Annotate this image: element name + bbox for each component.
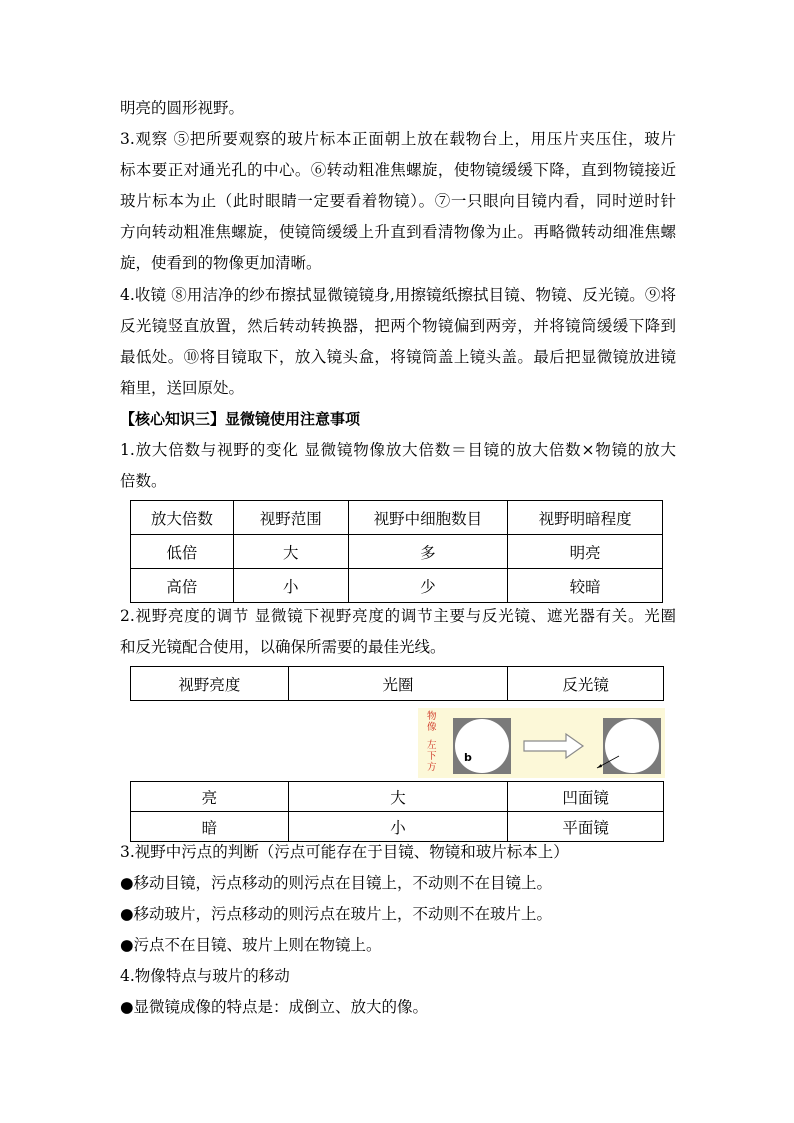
magnification-table	[130, 500, 663, 603]
figure-label-image: 物像	[427, 711, 437, 733]
table-row	[131, 569, 663, 603]
text-line: 箱里，送回原处。	[120, 379, 245, 397]
text-line: 明亮的圆形视野。	[120, 99, 245, 117]
text-line: 最低处。⑩将目镜取下，放入镜头盒，将镜筒盖上镜头盖。最后把显微镜放进镜	[120, 348, 676, 366]
right-field-circle	[605, 719, 659, 773]
table-cell: 大	[233, 535, 348, 569]
text-line: 4.收镜 ⑧用洁净的纱布擦拭显微镜镜身,用擦镜纸擦拭目镜、物镜、反光镜。⑨将	[120, 286, 676, 304]
table-cell: 低倍	[131, 535, 234, 569]
table-cell: 暗	[131, 812, 289, 842]
table-header-row	[131, 667, 664, 701]
text-line: 倍数。	[120, 472, 167, 490]
table-header-cell: 放大倍数	[131, 501, 234, 535]
bullet-item: ●移动目镜，污点移动的则污点在目镜上，不动则不在目镜上。	[120, 874, 553, 892]
table-row	[131, 812, 664, 842]
text-line: 和反光镜配合使用，以确保所需要的最佳光线。	[120, 638, 446, 656]
movement-arrow-head	[597, 764, 602, 768]
figure-drawing	[418, 708, 665, 778]
text-line: 标本要正对通光孔的中心。⑥转动粗准焦螺旋，使物镜缓缓下降，直到物镜接近	[120, 161, 676, 179]
text-line: 玻片标本为止（此时眼睛一定要看着物镜）。⑦一只眼向目镜内看，同时逆时针	[120, 192, 676, 210]
table-header-cell: 视野明暗程度	[508, 501, 663, 535]
table-header-cell: 视野亮度	[131, 667, 289, 701]
figure-label-direction: 左下方	[427, 740, 437, 773]
text-line: 方向转动粗准焦螺旋，使镜筒缓缓上升直到看清物像为止。再略微转动细准焦螺	[120, 223, 676, 241]
table-row	[131, 535, 663, 569]
text-line: 反光镜竖直放置，然后转动转换器，把两个物镜偏到两旁，并将镜筒缓缓下降到	[120, 317, 676, 335]
bullet-item: ●显微镜成像的特点是：成倒立、放大的像。	[120, 998, 429, 1016]
table-header-cell: 反光镜	[508, 667, 664, 701]
table-cell: 高倍	[131, 569, 234, 603]
table-cell: 大	[288, 782, 508, 812]
text-line: 旋，使看到的物像更加清晰。	[120, 254, 322, 272]
table-header-cell: 视野中细胞数目	[348, 501, 508, 535]
left-field-circle	[455, 719, 509, 773]
image-movement-figure	[418, 708, 665, 778]
table-cell: 小	[288, 812, 508, 842]
table-header-cell: 视野范围	[233, 501, 348, 535]
section-heading: 【核心知识三】显微镜使用注意事项	[120, 410, 361, 428]
table-cell: 亮	[131, 782, 289, 812]
table-cell: 小	[233, 569, 348, 603]
table-header-cell: 光圈	[288, 667, 508, 701]
text-line: 3.视野中污点的判断（污点可能存在于目镜、物镜和玻片标本上）	[120, 843, 569, 861]
text-line: 4.物像特点与玻片的移动	[120, 967, 290, 985]
table-cell: 少	[348, 569, 508, 603]
text-line: 1.放大倍数与视野的变化 显微镜物像放大倍数＝目镜的放大倍数×物镜的放大	[120, 441, 676, 459]
right-arrow-icon	[524, 734, 583, 758]
table-cell: 较暗	[508, 569, 663, 603]
bullet-item: ●移动玻片，污点移动的则污点在玻片上，不动则不在玻片上。	[120, 905, 553, 923]
table-cell: 凹面镜	[508, 782, 664, 812]
figure-letter-b: b	[464, 751, 472, 764]
table-cell: 平面镜	[508, 812, 664, 842]
table-header-row	[131, 501, 663, 535]
table-cell: 明亮	[508, 535, 663, 569]
text-line: 3.观察 ⑤把所要观察的玻片标本正面朝上放在载物台上，用压片夹压住，玻片	[120, 130, 676, 148]
brightness-table-body	[130, 781, 664, 842]
table-row	[131, 782, 664, 812]
brightness-table-header	[130, 666, 664, 701]
text-line: 2.视野亮度的调节 显微镜下视野亮度的调节主要与反光镜、遮光器有关。光圈	[120, 607, 676, 625]
bullet-item: ●污点不在目镜、玻片上则在物镜上。	[120, 936, 382, 954]
table-cell: 多	[348, 535, 508, 569]
